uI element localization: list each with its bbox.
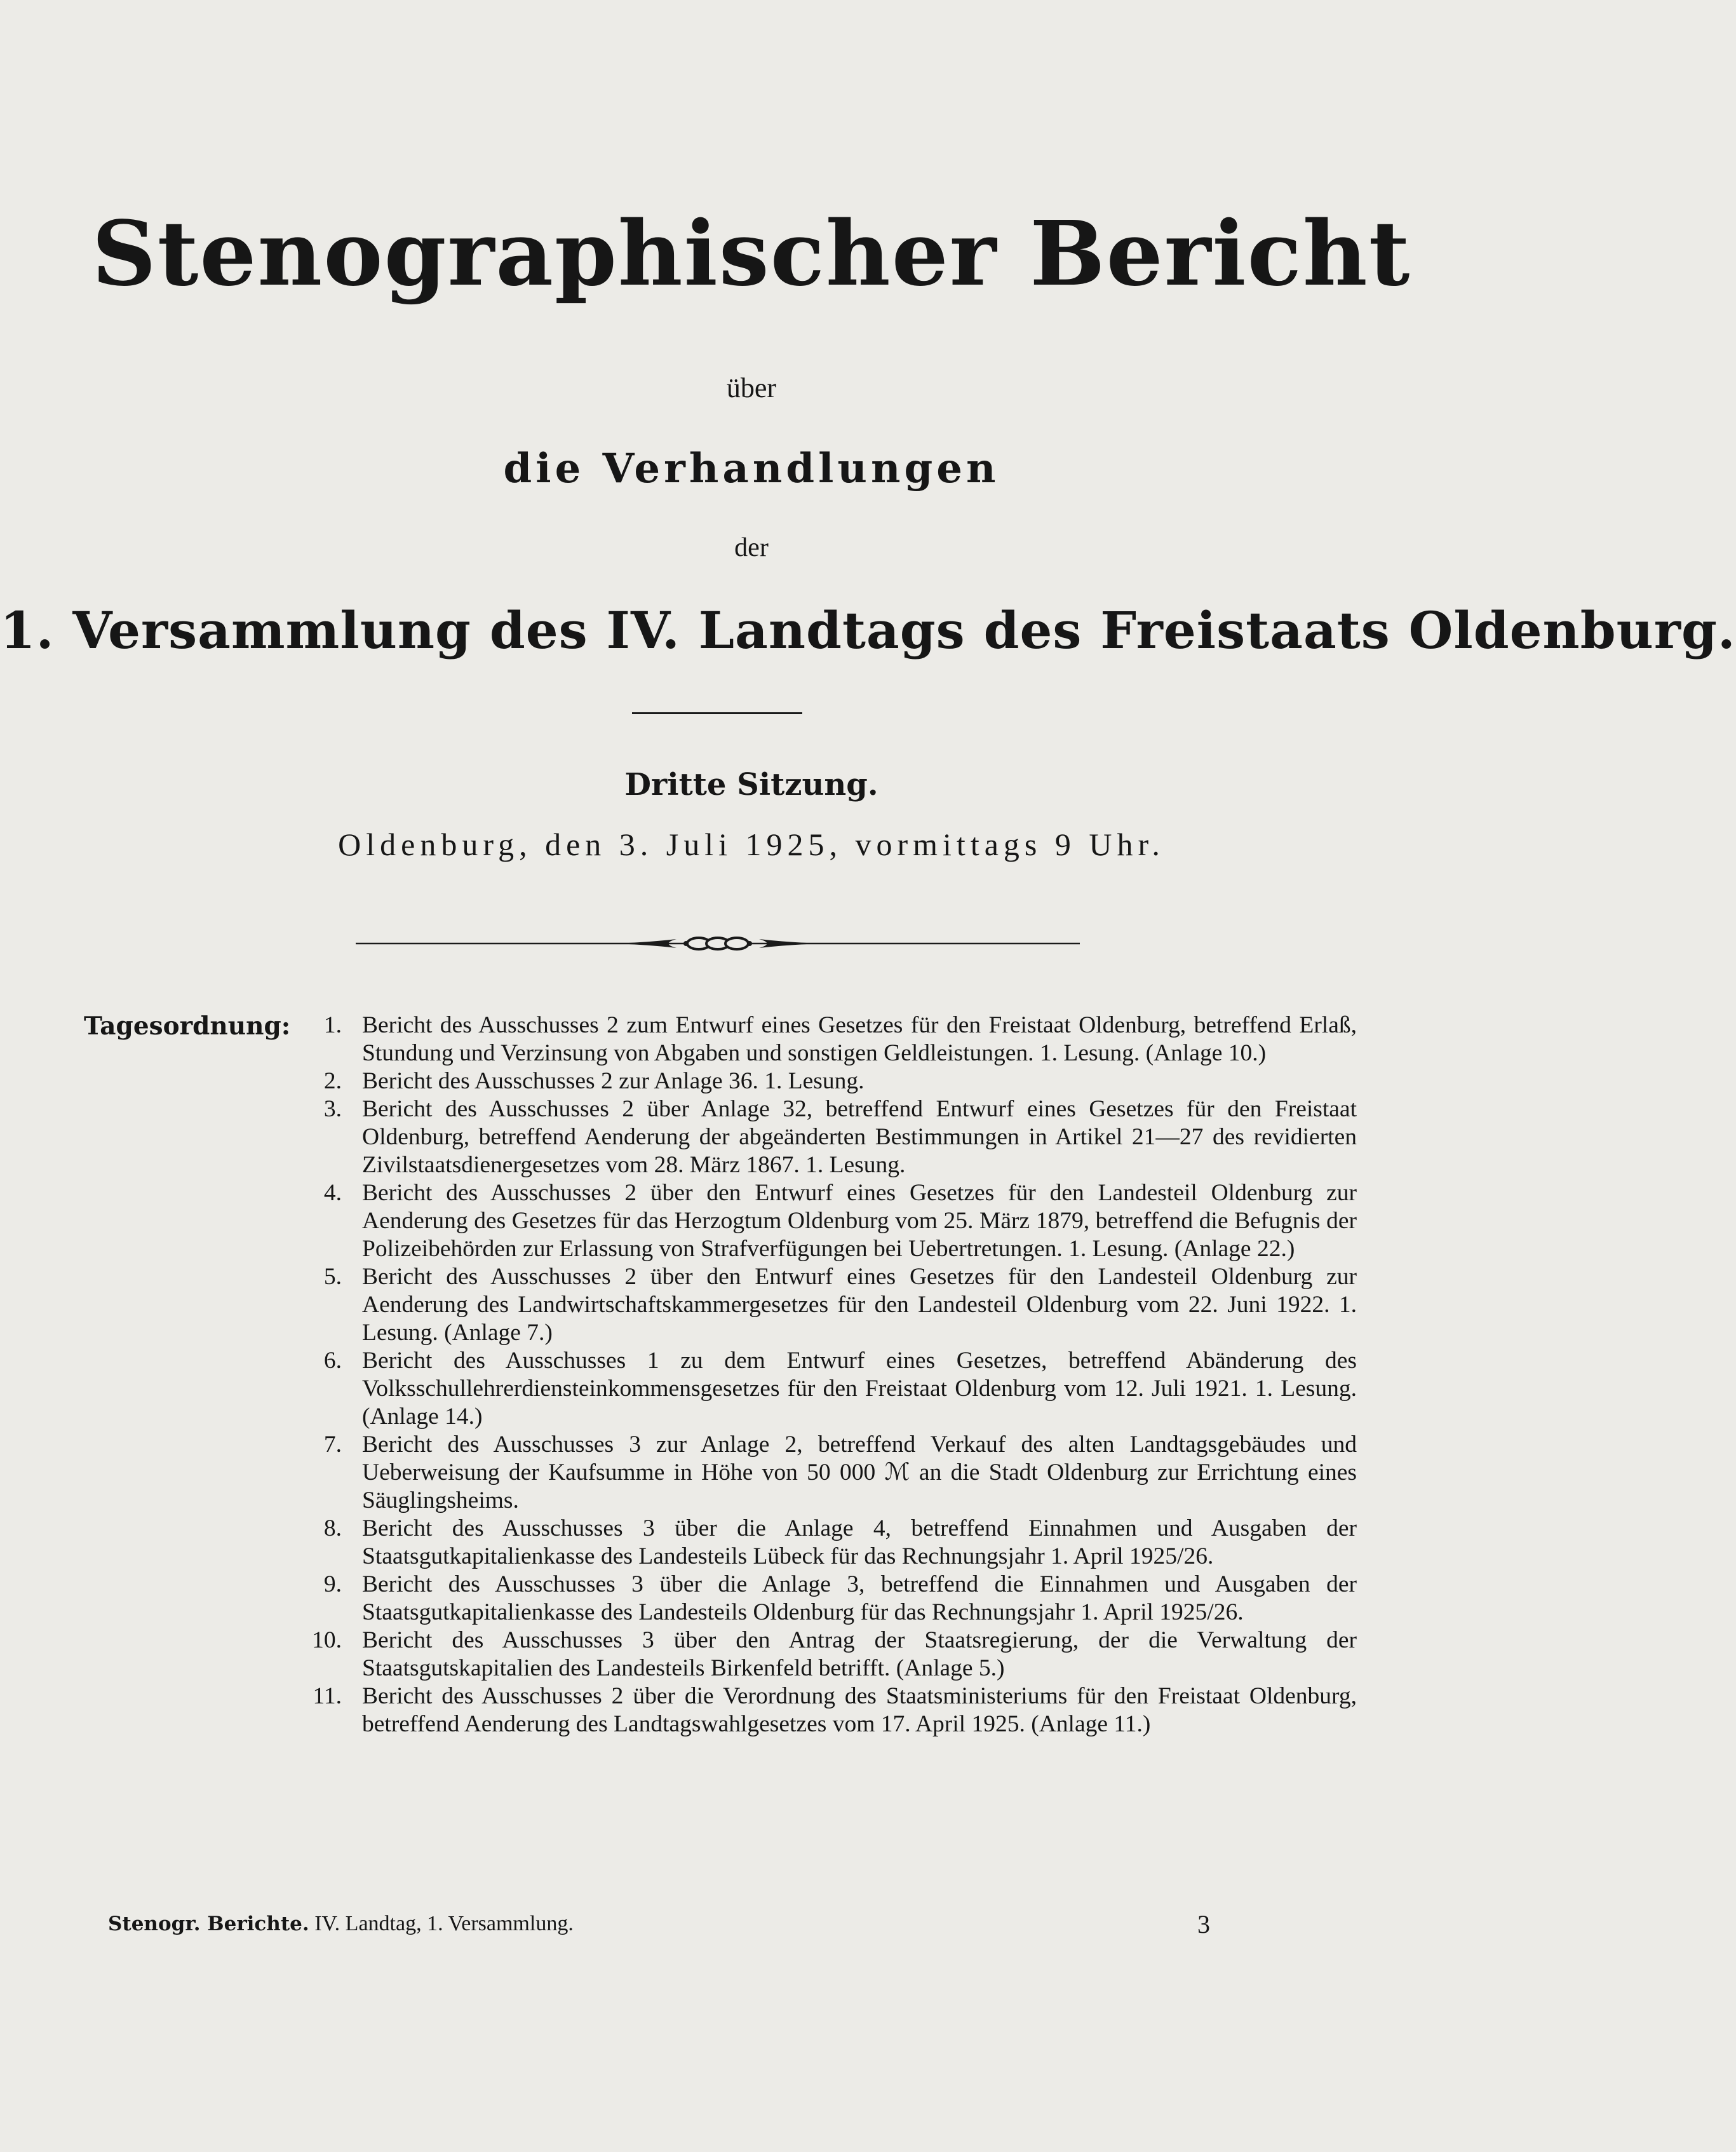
agenda-item (296, 1515, 1357, 1571)
agenda-item-text: Bericht des Ausschusses 3 über den Antrag der Staatsregierung, der die Verwaltung der Staatsgutskapitalien des Landesteils Birkenfeld betrifft. (Anlage 5.) (362, 1627, 1357, 1681)
document-title: Stenographischer Bericht (91, 202, 1411, 306)
ornamental-divider (356, 928, 1080, 959)
agenda-list (296, 1012, 1357, 1738)
agenda-item-number: 1. (323, 1012, 342, 1038)
session-place-date: Oldenburg, den 3. Juli 1925, vormittags 9 Uhr. (338, 827, 1165, 862)
subtitle-verhandlungen: die Verhandlungen (503, 445, 1000, 492)
footer-volume: IV. Landtag, 1. Versammlung. (314, 1912, 574, 1935)
session-title: Dritte Sitzung. (624, 767, 878, 802)
subtitle-ueber: über (726, 372, 777, 403)
agenda-item (296, 1682, 1357, 1738)
page-footer (108, 1912, 574, 1936)
agenda-item-text: Bericht des Ausschusses 2 zur Anlage 36. 1. Lesung. (362, 1068, 865, 1094)
agenda-item-number: 10. (312, 1627, 342, 1653)
agenda-item-number: 7. (323, 1431, 342, 1458)
agenda-item-number: 4. (323, 1180, 342, 1206)
agenda-item (296, 1627, 1357, 1682)
agenda-item-number: 3. (323, 1096, 342, 1122)
agenda-item-number: 2. (323, 1068, 342, 1094)
agenda-item (296, 1067, 1357, 1095)
agenda-item-text: Bericht des Ausschusses 3 über die Anlage 4, betreffend Einnahmen und Ausgaben der Staatsgutkapitalienkasse des Landesteils Lübeck für das Rechnungsjahr 1. April 1925/26. (362, 1515, 1357, 1569)
agenda-item-text: Bericht des Ausschusses 3 über die Anlage 3, betreffend die Einnahmen und Ausgaben der Staatsgutkapitalienkasse des Landesteils Oldenburg für das Rechnungsjahr 1. April 1925/26. (362, 1571, 1357, 1625)
agenda-item-number: 9. (323, 1571, 342, 1597)
agenda-item-text: Bericht des Ausschusses 2 zum Entwurf eines Gesetzes für den Freistaat Oldenburg, betreffend Erlaß, Stundung und Verzinsung von Abgaben und sonstigen Geldleistungen. 1. Lesung. (Anlage 10.) (362, 1012, 1357, 1066)
subtitle-der: der (734, 533, 769, 562)
agenda-item (296, 1263, 1357, 1347)
agenda-item-text: Bericht des Ausschusses 2 über Anlage 32, betreffend Entwurf eines Gesetzes für den Freistaat Oldenburg, betreffend Aenderung der abgeänderten Bestimmungen in Artikel 21—27 des revidierten Zivilstaatsdienergesetzes vom 28. März 1867. 1. Lesung. (362, 1096, 1357, 1178)
agenda-item (296, 1095, 1357, 1179)
agenda-item-number: 8. (323, 1515, 342, 1541)
agenda-item-number: 5. (323, 1264, 342, 1290)
agenda-item-text: Bericht des Ausschusses 2 über den Entwurf eines Gesetzes für den Landesteil Oldenburg zur Aenderung des Landwirtschaftskammergesetzes für den Landesteil Oldenburg vom 22. Juni 1922. 1. Lesung. (Anlage 7.) (362, 1264, 1357, 1346)
agenda-label: Tagesordnung: (84, 1012, 291, 1041)
agenda-item (296, 1179, 1357, 1263)
agenda-item-number: 11. (313, 1683, 342, 1709)
agenda-item (296, 1571, 1357, 1627)
agenda-item-text: Bericht des Ausschusses 2 über die Verordnung des Staatsministeriums für den Freistaat Oldenburg, betreffend Aenderung des Landtagswahlgesetzes vom 17. April 1925. (Anlage 11.) (362, 1683, 1357, 1737)
agenda-item (296, 1012, 1357, 1067)
agenda-item-text: Bericht des Ausschusses 1 zu dem Entwurf eines Gesetzes, betreffend Abänderung des Volksschullehrerdiensteinkommensgesetzes für den Freistaat Oldenburg vom 12. Juli 1921. 1. Lesung. (Anlage 14.) (362, 1348, 1357, 1430)
short-divider-rule (632, 712, 802, 714)
agenda-item (296, 1347, 1357, 1431)
agenda-item-text: Bericht des Ausschusses 2 über den Entwurf eines Gesetzes für den Landesteil Oldenburg zur Aenderung des Gesetzes für das Herzogtum Oldenburg vom 25. März 1879, betreffend die Befugnis der Polizeibehörden zur Erlassung von Strafverfügungen bei Uebertretungen. 1. Lesung. (Anlage 22.) (362, 1180, 1357, 1262)
assembly-heading: 1. Versammlung des IV. Landtags des Freistaats Oldenburg. (0, 600, 1736, 660)
agenda-item-text: Bericht des Ausschusses 3 zur Anlage 2, betreffend Verkauf des alten Landtagsgebäudes und Ueberweisung der Kaufsumme in Höhe von 50 000 ℳ an die Stadt Oldenburg zur Errichtung eines Säuglingsheims. (362, 1431, 1357, 1513)
footer-series: Stenogr. Berichte. (108, 1912, 309, 1935)
agenda-item-number: 6. (323, 1348, 342, 1374)
agenda-item (296, 1431, 1357, 1515)
page-number: 3 (1197, 1910, 1210, 1939)
